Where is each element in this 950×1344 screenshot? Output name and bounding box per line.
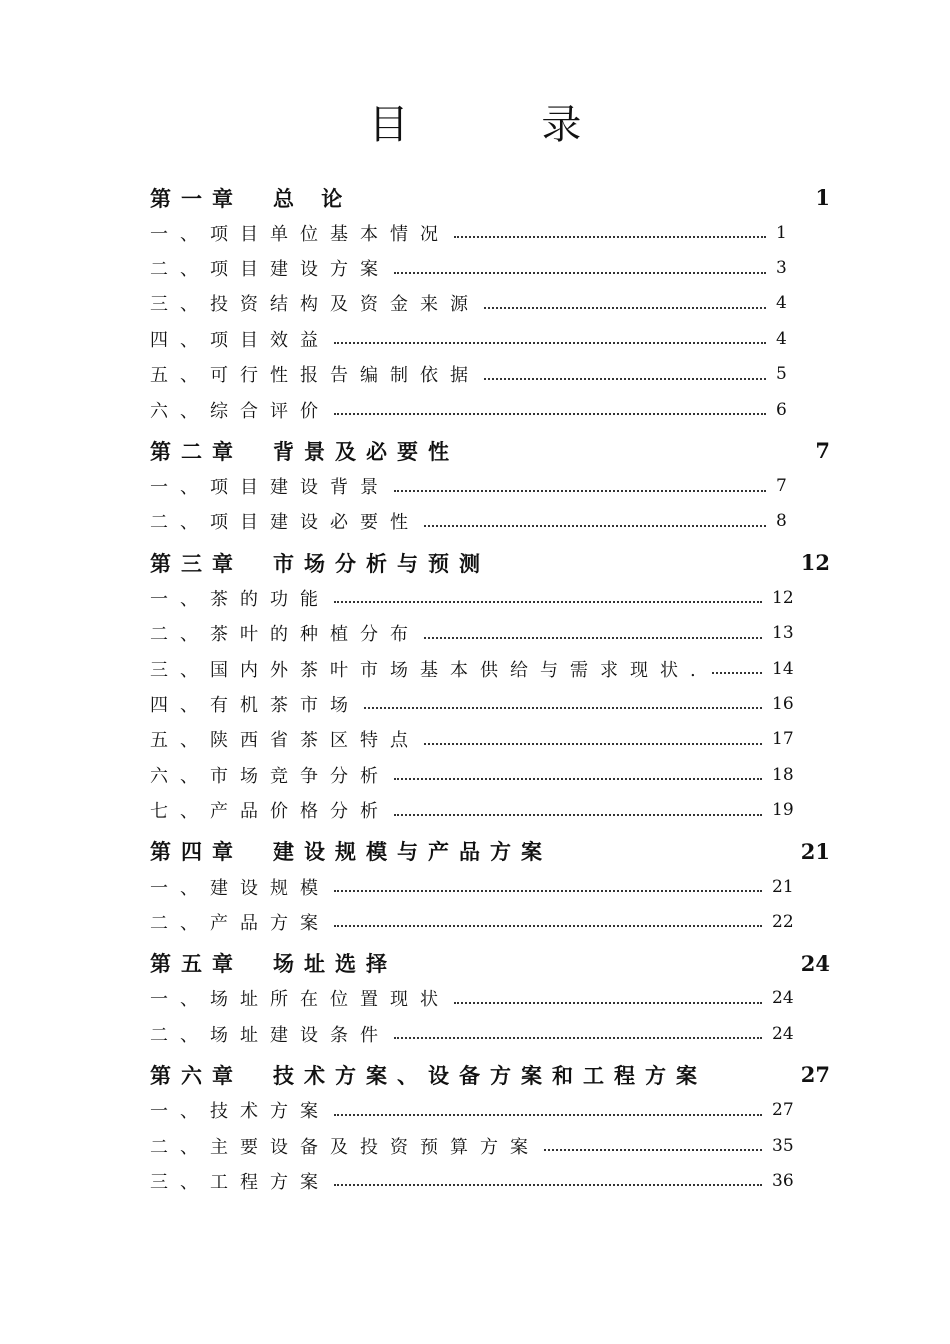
chapter-title: 背景及必要性 <box>273 438 459 464</box>
chapter-page-number: 1 <box>815 185 830 210</box>
dot-leader <box>544 1148 762 1151</box>
chapter-page-number: 27 <box>800 1062 830 1088</box>
chapter-page-number: 24 <box>800 950 830 976</box>
entry-label: 一、项目单位基本情况 <box>150 223 450 245</box>
dot-leader <box>394 813 762 816</box>
chapter-label: 第四章 <box>150 839 243 865</box>
chapter-heading[interactable] <box>150 545 830 580</box>
chapter-heading[interactable] <box>150 834 830 869</box>
entry-label: 二、茶叶的种植分布 <box>150 624 420 646</box>
dot-leader <box>334 1113 762 1116</box>
chapter-heading[interactable] <box>150 180 830 215</box>
entry-label: 三、投资结构及资金来源 <box>150 294 480 316</box>
entry-label: 七、产品价格分析 <box>150 801 390 823</box>
toc-entry[interactable] <box>150 392 830 427</box>
entry-page-number: 24 <box>772 988 794 1009</box>
dot-leader <box>394 1036 762 1039</box>
entry-page-number: 1 <box>776 222 787 243</box>
dot-leader <box>364 706 762 709</box>
toc-entry[interactable] <box>150 286 830 321</box>
chapter-page-number: 21 <box>800 838 830 864</box>
entry-label: 一、场址所在位置现状 <box>150 989 450 1011</box>
toc-entry[interactable] <box>150 357 830 392</box>
toc-entry[interactable] <box>150 616 830 651</box>
chapter-label: 第六章 <box>150 1062 243 1088</box>
entry-page-number: 3 <box>776 258 787 279</box>
entry-label: 五、可行性报告编制依据 <box>150 365 480 387</box>
chapter-title: 市场分析与预测 <box>273 550 490 576</box>
toc-entry[interactable] <box>150 792 830 827</box>
chapter-label: 第二章 <box>150 438 243 464</box>
entry-label: 四、有机茶市场 <box>150 694 360 716</box>
entry-page-number: 4 <box>776 293 787 314</box>
chapter-heading[interactable] <box>150 1057 830 1092</box>
chapter-title: 建设规模与产品方案 <box>273 839 552 865</box>
chapter-title: 技术方案、设备方案和工程方案 <box>273 1062 707 1088</box>
entry-page-number: 19 <box>772 800 794 821</box>
entry-page-number: 4 <box>776 328 787 349</box>
toc-entry[interactable] <box>150 869 830 904</box>
entry-label: 二、主要设备及投资预算方案 <box>150 1136 540 1158</box>
toc-entry[interactable] <box>150 686 830 721</box>
toc-entry[interactable] <box>150 250 830 285</box>
dot-leader <box>424 636 762 639</box>
entry-label: 五、陕西省茶区特点 <box>150 730 420 752</box>
entry-page-number: 14 <box>772 658 794 679</box>
entry-page-number: 17 <box>772 729 794 750</box>
entry-label: 二、项目建设方案 <box>150 259 390 281</box>
page-title: 目 录 <box>368 102 642 148</box>
entry-label: 一、项目建设背景 <box>150 477 390 499</box>
dot-leader <box>334 924 762 927</box>
entry-page-number: 18 <box>772 764 794 785</box>
chapter-title: 总 论 <box>273 185 353 211</box>
entry-label: 二、项目建设必要性 <box>150 512 420 534</box>
dot-leader <box>334 1183 762 1186</box>
chapter-label: 第三章 <box>150 550 243 576</box>
entry-page-number: 24 <box>772 1023 794 1044</box>
toc-entry[interactable] <box>150 1016 830 1051</box>
dot-leader <box>484 306 766 309</box>
entry-label: 一、建设规模 <box>150 877 330 899</box>
dot-leader <box>334 889 762 892</box>
chapter-heading[interactable] <box>150 946 830 981</box>
entry-page-number: 13 <box>772 623 794 644</box>
dot-leader <box>394 271 766 274</box>
entry-label: 二、产品方案 <box>150 912 330 934</box>
entry-page-number: 35 <box>772 1135 794 1156</box>
dot-leader <box>394 777 762 780</box>
entry-page-number: 12 <box>772 587 794 608</box>
dot-leader <box>394 489 766 492</box>
entry-page-number: 5 <box>776 364 787 385</box>
toc-entry[interactable] <box>150 757 830 792</box>
toc-entry[interactable] <box>150 981 830 1016</box>
entry-label: 三、工程方案 <box>150 1171 330 1193</box>
entry-label: 一、茶的功能 <box>150 588 330 610</box>
entry-label: 六、市场竞争分析 <box>150 765 390 787</box>
dot-leader <box>454 235 766 238</box>
toc-entry[interactable] <box>150 504 830 539</box>
entry-label: 一、技术方案 <box>150 1101 330 1123</box>
chapter-title: 场址选择 <box>273 951 397 977</box>
toc-entry[interactable] <box>150 1128 830 1163</box>
toc-entry[interactable] <box>150 722 830 757</box>
entry-page-number: 8 <box>776 511 787 532</box>
dot-leader <box>424 742 762 745</box>
toc-entry[interactable] <box>150 321 830 356</box>
entry-label: 二、场址建设条件 <box>150 1024 390 1046</box>
entry-label: 四、项目效益 <box>150 329 330 351</box>
dot-leader <box>484 377 766 380</box>
toc-entry[interactable] <box>150 1092 830 1127</box>
toc-entry[interactable] <box>150 904 830 939</box>
entry-page-number: 16 <box>772 693 794 714</box>
dot-leader <box>712 671 762 674</box>
entry-label: 六、综合评价 <box>150 400 330 422</box>
entry-label: 三、国内外茶叶市场基本供给与需求现状. <box>150 659 708 681</box>
toc-entry[interactable] <box>150 1163 830 1198</box>
entry-page-number: 21 <box>772 876 794 897</box>
chapter-heading[interactable] <box>150 433 830 468</box>
dot-leader <box>454 1001 762 1004</box>
entry-page-number: 27 <box>772 1100 794 1121</box>
entry-page-number: 22 <box>772 911 794 932</box>
chapter-label: 第一章 <box>150 185 243 211</box>
toc-entry[interactable] <box>150 468 830 503</box>
entry-page-number: 36 <box>772 1170 794 1191</box>
dot-leader <box>334 341 766 344</box>
table-of-contents <box>150 180 830 1199</box>
entry-page-number: 6 <box>776 399 787 420</box>
dot-leader <box>334 600 762 603</box>
toc-entry[interactable] <box>150 651 830 686</box>
dot-leader <box>334 412 766 415</box>
chapter-page-number: 7 <box>815 438 830 464</box>
toc-entry[interactable] <box>150 580 830 615</box>
dot-leader <box>424 524 766 527</box>
chapter-page-number: 12 <box>800 550 830 576</box>
toc-entry[interactable] <box>150 215 830 250</box>
chapter-label: 第五章 <box>150 951 243 977</box>
entry-page-number: 7 <box>776 476 787 497</box>
